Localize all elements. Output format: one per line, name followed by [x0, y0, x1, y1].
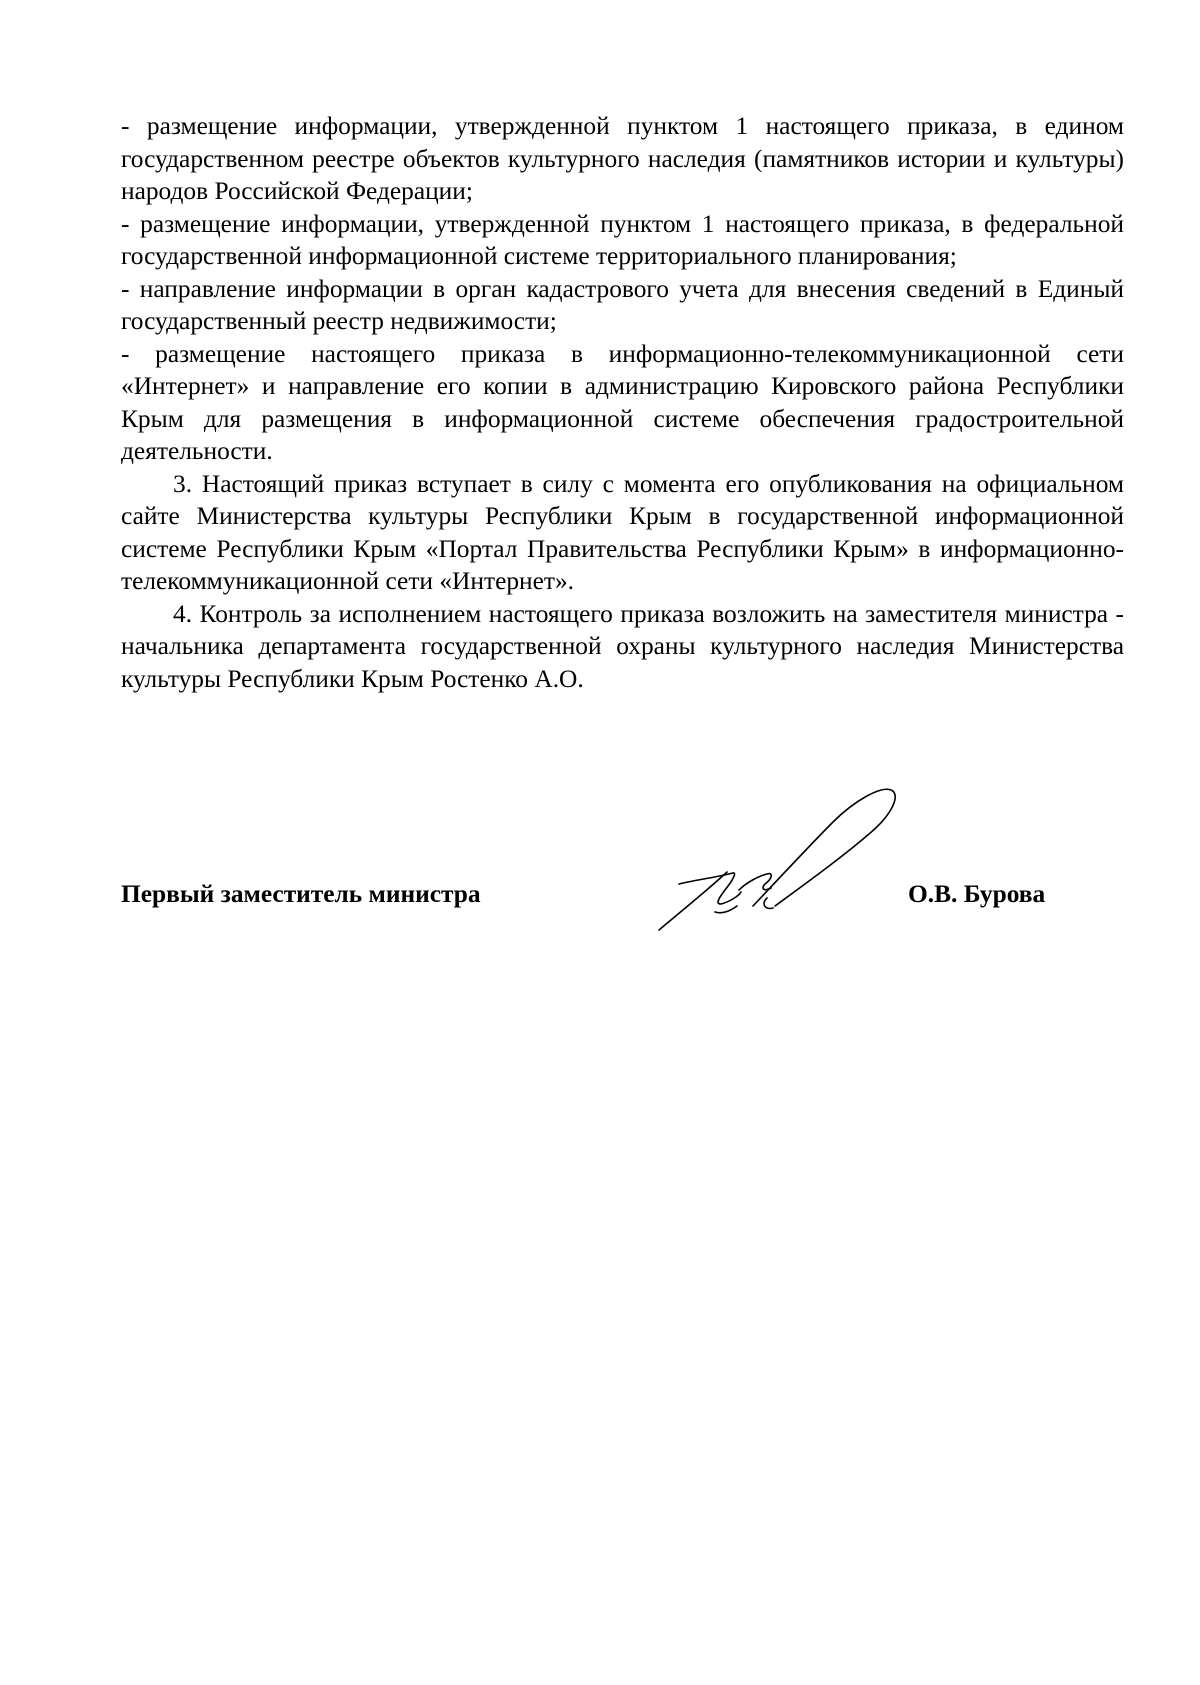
- paragraph-registry-placement: - размещение информации, утвержденной пунктом 1 настоящего приказа, в едином государственном реестре объектов культурного наследия (памятников истории и культуры) народов Российской Федерации;: [121, 112, 1124, 205]
- paragraph-item-3-effective: 3. Настоящий приказ вступает в силу с момента его опубликования на официальном сайте Министерства культуры Республики Крым в государственной информационной системе Республики Крым «Портал Правительства Республики Крым» в информационно-телекоммуникационной сети «Интернет».: [121, 469, 1124, 595]
- document-body: [121, 110, 1124, 695]
- signature-block: [121, 880, 1124, 920]
- paragraph-item-4-control: 4. Контроль за исполнением настоящего приказа возложить на заместителя министра - начальника департамента государственной охраны культурного наследия Министерства культуры Республики Крым Ростенко А.О.: [121, 599, 1124, 693]
- signer-name: О.В. Бурова: [908, 880, 1046, 908]
- paragraph-cadastral-info: - направление информации в орган кадастрового учета для внесения сведений в Единый государственный реестр недвижимости;: [121, 274, 1124, 335]
- signer-title: Первый заместитель министра: [121, 880, 481, 908]
- paragraph-internet-placement: - размещение настоящего приказа в информационно-телекоммуникационной сети «Интернет» и направление его копии в администрацию Кировского района Республики Крым для размещения в информационной системе обеспечения градостроительной деятельности.: [121, 339, 1124, 465]
- paragraph-territorial-planning: - размещение информации, утвержденной пунктом 1 настоящего приказа, в федеральной государственной информационной системе территориального планирования;: [121, 209, 1124, 270]
